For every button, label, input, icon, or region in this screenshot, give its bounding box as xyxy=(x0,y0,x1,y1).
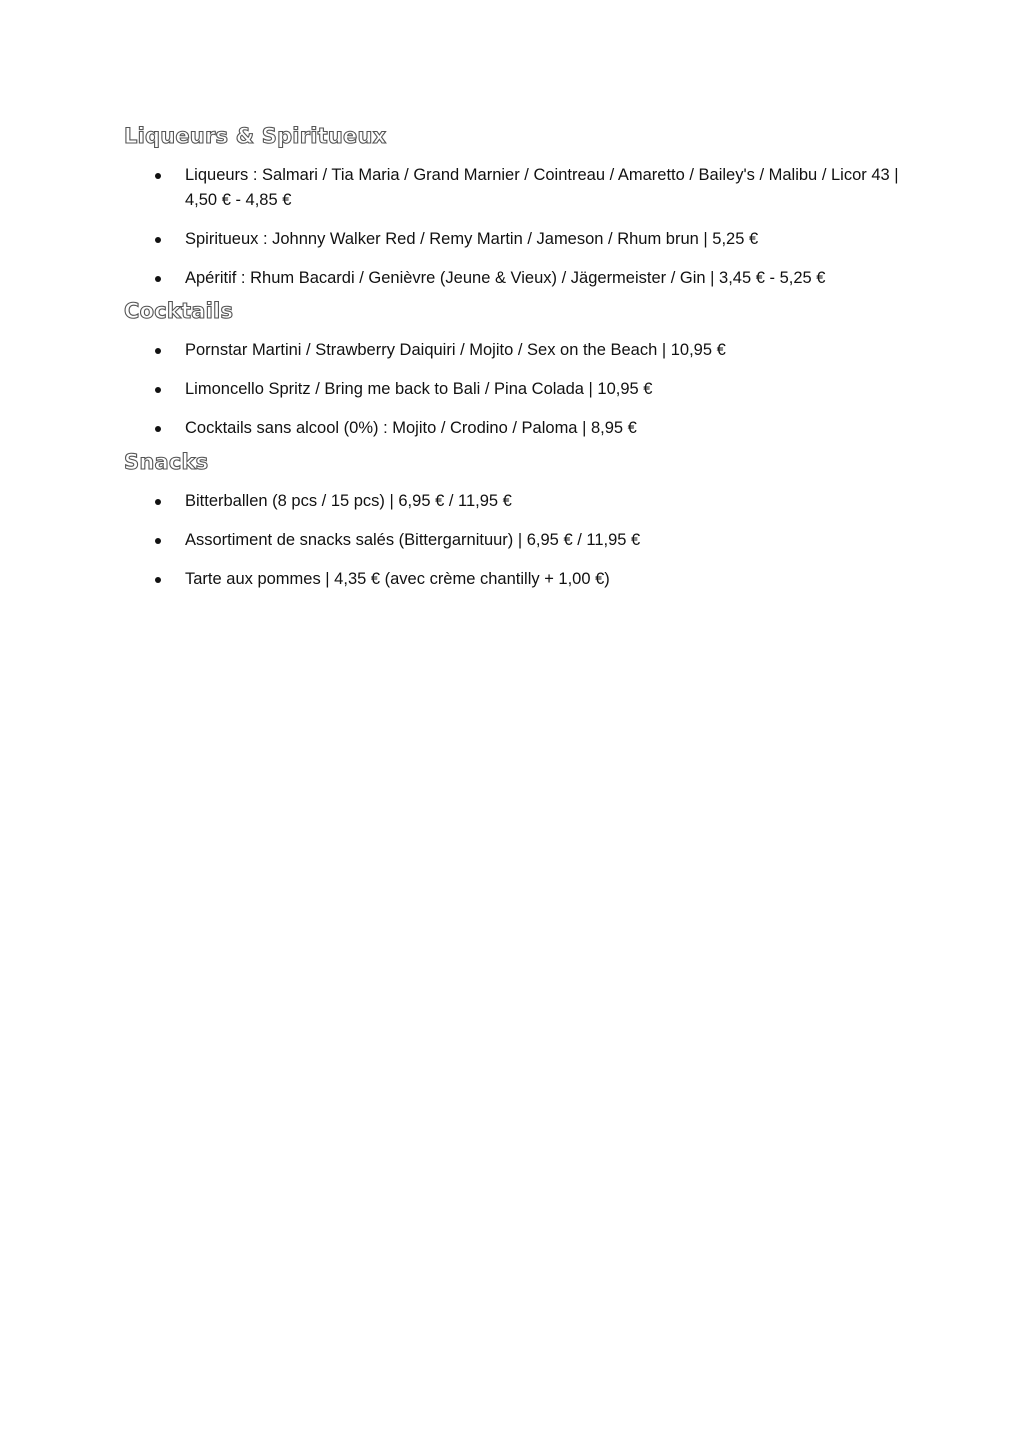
item-list-snacks xyxy=(124,489,914,592)
item-list-cocktails xyxy=(124,338,914,441)
section-liqueurs xyxy=(124,121,914,290)
item-text: Liqueurs : Salmari / Tia Maria / Grand Marnier / Cointreau / Amaretto / Bailey's / Malibu / Licor 43 | 4,50 € - 4,85 € xyxy=(185,166,899,209)
bullet-icon xyxy=(155,538,161,544)
item-text: Pornstar Martini / Strawberry Daiquiri / Mojito / Sex on the Beach | 10,95 € xyxy=(185,341,726,359)
item-text: Bitterballen (8 pcs / 15 pcs) | 6,95 € / 11,95 € xyxy=(185,491,512,510)
bullet-icon xyxy=(155,237,161,243)
bullet-icon xyxy=(155,173,161,179)
section-title-liqueurs: Liqueurs & Spiritueux xyxy=(124,124,387,148)
section-title-cocktails: Cocktails xyxy=(124,299,234,323)
item-text: Limoncello Spritz / Bring me back to Bali / Pina Colada | 10,95 € xyxy=(185,380,653,398)
list-item xyxy=(124,377,914,402)
section-title-snacks: Snacks xyxy=(124,449,209,474)
list-item xyxy=(124,416,914,441)
item-list-liqueurs xyxy=(124,163,914,290)
list-item xyxy=(124,489,914,514)
bullet-icon xyxy=(155,387,161,393)
section-snacks xyxy=(124,447,914,592)
list-item xyxy=(124,338,914,363)
section-cocktails xyxy=(124,296,914,441)
bullet-icon xyxy=(155,499,161,505)
list-item xyxy=(124,227,914,252)
item-text: Cocktails sans alcool (0%) : Mojito / Crodino / Paloma | 8,95 € xyxy=(185,419,637,437)
bullet-icon xyxy=(155,426,161,432)
bullet-icon xyxy=(155,348,161,354)
item-text: Apéritif : Rhum Bacardi / Genièvre (Jeune & Vieux) / Jägermeister / Gin | 3,45 € - 5,25 € xyxy=(185,268,826,287)
bullet-icon xyxy=(155,577,161,583)
list-item xyxy=(124,266,914,291)
item-text: Tarte aux pommes | 4,35 € (avec crème chantilly + 1,00 €) xyxy=(185,569,610,588)
list-item xyxy=(124,163,914,212)
item-text: Spiritueux : Johnny Walker Red / Remy Martin / Jameson / Rhum brun | 5,25 € xyxy=(185,229,759,248)
bullet-icon xyxy=(155,276,161,282)
list-item xyxy=(124,567,914,592)
item-text: Assortiment de snacks salés (Bittergarnituur) | 6,95 € / 11,95 € xyxy=(185,530,641,549)
list-item xyxy=(124,528,914,553)
menu-content xyxy=(124,121,914,597)
